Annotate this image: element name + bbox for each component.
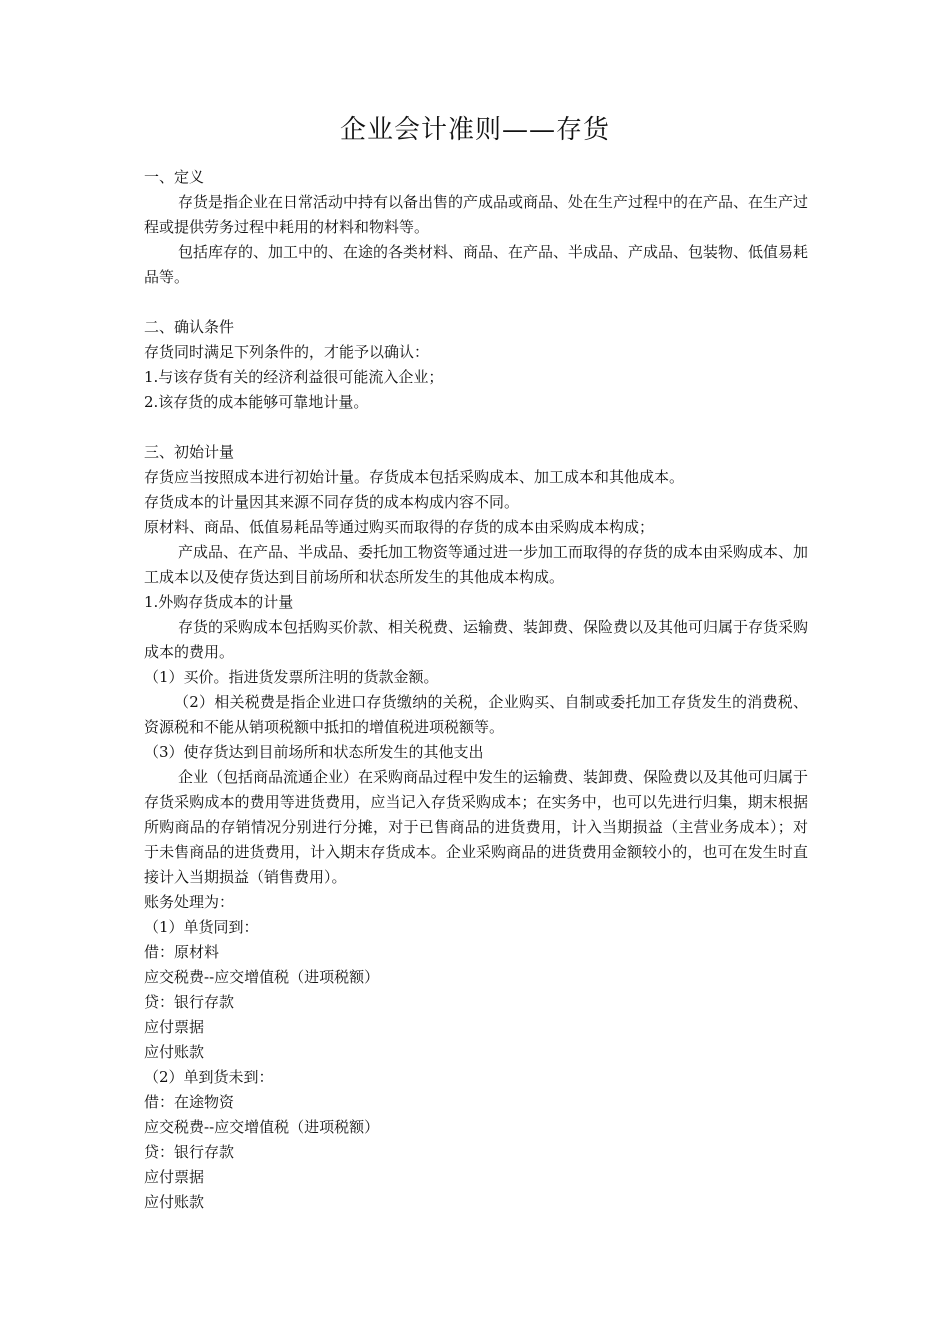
- spacer: [144, 415, 808, 440]
- list-item: 1.与该存货有关的经济利益很可能流入企业；: [144, 368, 444, 386]
- paragraph: 产成品、在产品、半成品、委托加工物资等通过进一步加工而取得的存货的成本由采购成本、加工成本以及使存货达到目前场所和状态所发生的其他成本构成。: [144, 543, 809, 586]
- journal-debit: 借：原材料: [144, 943, 220, 961]
- journal-debit-line: 应交税费--应交增值税（进项税额）: [144, 968, 380, 986]
- subheading: 1.外购存货成本的计量: [144, 593, 294, 611]
- case-label: （2）单到货未到：: [144, 1068, 274, 1086]
- list-item: （1）买价。指进货发票所注明的货款金额。: [144, 668, 439, 686]
- document-body: [144, 165, 808, 1215]
- paragraph: 包括库存的、加工中的、在途的各类材料、商品、在产品、半成品、产成品、包装物、低值易耗品等。: [144, 243, 809, 286]
- paragraph: 存货同时满足下列条件的，才能予以确认：: [144, 343, 430, 361]
- paragraph: 存货的采购成本包括购买价款、相关税费、运输费、装卸费、保险费以及其他可归属于存货采购成本的费用。: [144, 618, 809, 661]
- journal-credit-line: 应付票据: [144, 1168, 205, 1186]
- paragraph: 存货应当按照成本进行初始计量。存货成本包括采购成本、加工成本和其他成本。: [144, 468, 685, 486]
- paragraph: 账务处理为：: [144, 893, 235, 911]
- section-heading-initial-measurement: 三、初始计量: [144, 443, 235, 461]
- journal-debit-line: 应交税费--应交增值税（进项税额）: [144, 1118, 380, 1136]
- journal-debit: 借：在途物资: [144, 1093, 235, 1111]
- list-item: （3）使存货达到目前场所和状态所发生的其他支出: [144, 743, 484, 761]
- journal-credit: 贷：银行存款: [144, 993, 235, 1011]
- spacer: [144, 290, 808, 315]
- paragraph: 存货成本的计量因其来源不同存货的成本构成内容不同。: [144, 493, 520, 511]
- section-heading-definition: 一、定义: [144, 168, 205, 186]
- paragraph: 企业（包括商品流通企业）在采购商品过程中发生的运输费、装卸费、保险费以及其他可归属于存货采购成本的费用等进货费用，应当记入存货采购成本；在实务中，也可以先进行归集，期末根据所购商品的存销情况分别进行分摊，对于已售商品的进货费用，计入当期损益（主营业务成本）；对于未售商品的进货费用，计入期末存货成本。企业采购商品的进货费用金额较小的，也可在发生时直接计入当期损益（销售费用）。: [144, 768, 809, 886]
- journal-credit-line: 应付账款: [144, 1193, 205, 1211]
- journal-credit: 贷：银行存款: [144, 1143, 235, 1161]
- journal-credit-line: 应付账款: [144, 1043, 205, 1061]
- list-item: 2.该存货的成本能够可靠地计量。: [144, 393, 369, 411]
- list-item: （2）相关税费是指企业进口存货缴纳的关税，企业购买、自制或委托加工存货发生的消费税、资源税和不能从销项税额中抵扣的增值税进项税额等。: [144, 693, 808, 736]
- paragraph: 存货是指企业在日常活动中持有以备出售的产成品或商品、处在生产过程中的在产品、在生产过程或提供劳务过程中耗用的材料和物料等。: [144, 193, 809, 236]
- document-title: 企业会计准则——存货: [339, 115, 610, 145]
- case-label: （1）单货同到：: [144, 918, 259, 936]
- journal-credit-line: 应付票据: [144, 1018, 205, 1036]
- paragraph: 原材料、商品、低值易耗品等通过购买而取得的存货的成本由采购成本构成；: [144, 518, 655, 536]
- section-heading-recognition: 二、确认条件: [144, 318, 235, 336]
